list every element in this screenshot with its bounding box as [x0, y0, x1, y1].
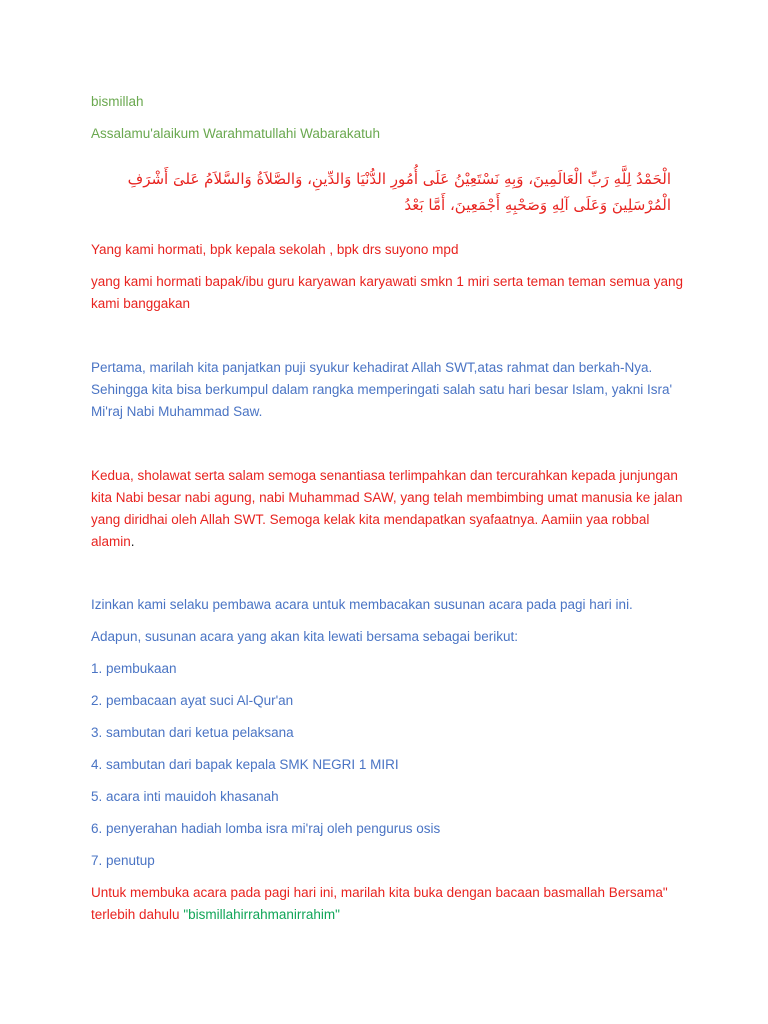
closing-paragraph — [91, 882, 691, 926]
basmallah-quote: "bismillahirrahmanirrahim" — [183, 907, 340, 922]
closing-text: Untuk membuka acara pada pagi hari ini, marilah kita buka dengan bacaan basmallah Bersama" terlebih dahulu — [91, 885, 668, 922]
bismillah-line: bismillah — [91, 94, 144, 109]
paragraph-adapun: Adapun, susunan acara yang akan kita lewati bersama sebagai berikut: — [91, 629, 519, 644]
agenda-item: 3. sambutan dari ketua pelaksana — [91, 725, 294, 740]
salutation-teachers: yang kami hormati bapak/ibu guru karyawan karyawati smkn 1 miri serta teman teman semua yang kami banggakan — [91, 274, 684, 311]
paragraph-izinkan: Izinkan kami selaku pembawa acara untuk membacakan susunan acara pada pagi hari ini. — [91, 597, 633, 612]
paragraph-kedua-text: Kedua, sholawat serta salam semoga senantiasa terlimpahkan dan tercurahkan kepada junjungan kita Nabi besar nabi agung, nabi Muhammad SAW, yang telah membimbing umat manusia ke jalan yang diridhai oleh Allah SWT. Semoga kelak kita mendapatkan syafaatnya. Aamiin yaa robbal alamin — [91, 468, 683, 549]
agenda-item: 6. penyerahan hadiah lomba isra mi'raj oleh pengurus osis — [91, 821, 441, 836]
salam-line: Assalamu'alaikum Warahmatullahi Wabarakatuh — [91, 126, 380, 141]
agenda-item: 1. pembukaan — [91, 661, 177, 676]
agenda-item: 4. sambutan dari bapak kepala SMK NEGRI 1 MIRI — [91, 757, 399, 772]
agenda-item: 5. acara inti mauidoh khasanah — [91, 789, 279, 804]
arabic-opening: الْحَمْدُ لِلَّهِ رَبِّ الْعَالَمِينَ، وَبِهِ نَسْتَعِيْنُ عَلَى أُمُورِ الدُّنْيَا وَالدِّينِ، وَالصَّلاَةُ وَالسَّلاَمُ عَلىَ أَشْرَفِ الْمُرْسَلِينَ وَعَلَى آلِهِ وَصَحْبِهِ أَجْمَعِينَ، أَمَّا بَعْدُ — [127, 170, 671, 214]
document-page — [91, 0, 691, 1024]
agenda-item: 2. pembacaan ayat suci Al-Qur'an — [91, 693, 294, 708]
paragraph-pertama: Pertama, marilah kita panjatkan puji syukur kehadirat Allah SWT,atas rahmat dan berkah-Nya. Sehingga kita bisa berkumpul dalam rangka memperingati salah satu hari besar Islam, yakni Isra' Mi'raj Nabi Muhammad Saw. — [91, 360, 673, 419]
agenda-item: 7. penutup — [91, 853, 155, 868]
paragraph-kedua-period: . — [130, 534, 135, 549]
salutation-principal: Yang kami hormati, bpk kepala sekolah , bpk drs suyono mpd — [91, 242, 459, 257]
paragraph-kedua — [91, 465, 691, 553]
